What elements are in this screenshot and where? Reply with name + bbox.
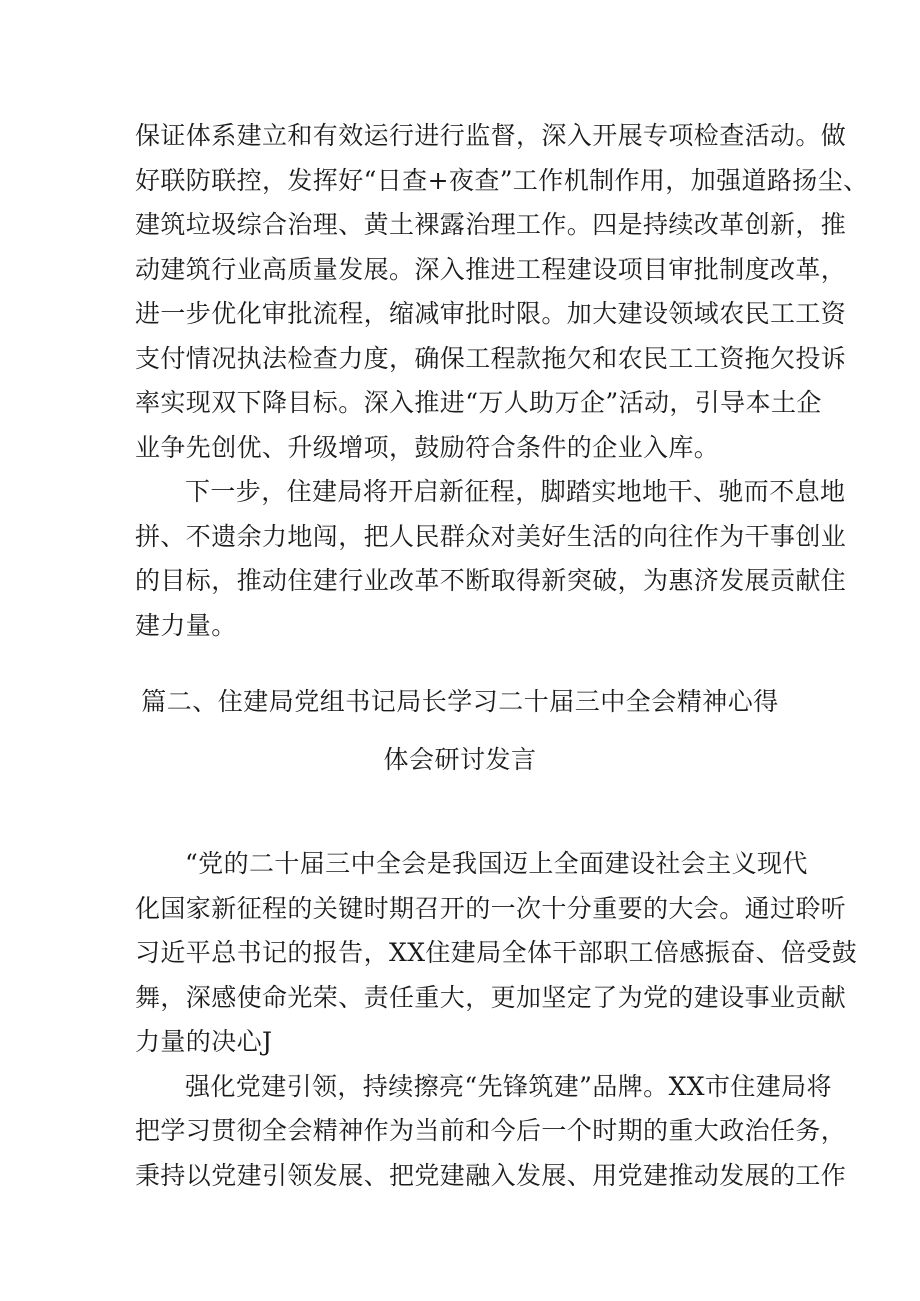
- text-line: 把学习贯彻全会精神作为当前和今后一个时期的重大政治任务，: [135, 1116, 847, 1145]
- text-line: 动建筑行业高质量发展。深入推进工程建设项目审批制度改革，: [135, 254, 847, 284]
- text-line: 业争先创优、升级增项，鼓励符合条件的企业入库。: [135, 432, 720, 462]
- text-line: 进一步优化审批流程，缩减审批时限。加大建设领域农民工工资: [135, 299, 847, 328]
- text-line: 强化党建引领，持续擦亮“先锋筑建”品牌。XX市住建局将: [185, 1071, 832, 1101]
- body-section-top: [135, 114, 869, 648]
- text-line: 习近平总书记的报告，XX住建局全体干部职工倍感振奋、倍受鼓: [135, 938, 858, 967]
- heading-line-2: 体会研讨发言: [383, 745, 537, 774]
- text-line: 建筑垃圾综合治理、黄土裸露治理工作。四是持续改革创新，推: [135, 210, 847, 239]
- text-line: 力量的决心J: [135, 1027, 273, 1056]
- text-line: 支付情况执法检查力度，确保工程款拖欠和农民工工资拖欠投诉: [135, 343, 847, 373]
- text-line: “党的二十届三中全会是我国迈上全面建设社会主义现代: [185, 849, 808, 878]
- text-line: 拼、不遗余力地闯，把人民群众对美好生活的向往作为干事创业: [135, 521, 847, 551]
- text-line: 率实现双下降目标。深入推进“万人助万企”活动，引导本土企: [135, 388, 822, 417]
- text-line: 保证体系建立和有效运行进行监督，深入开展专项检查活动。做: [135, 121, 847, 150]
- text-line: 化国家新征程的关键时期召开的一次十分重要的大会。通过聆听: [135, 893, 847, 923]
- text-line: 的目标，推动住建行业改革不断取得新突破，为惠济发展贡献住: [135, 566, 847, 595]
- paragraph-4: [135, 1065, 847, 1199]
- text-line: 好联防联控，发挥好“日查+夜查”工作机制作用，加强道路扬尘、: [135, 165, 869, 195]
- paragraph-1: [135, 114, 869, 470]
- section-heading: [120, 673, 800, 789]
- text-line: 建力量。: [135, 610, 237, 640]
- text-line: 下一步，住建局将开启新征程，脚踏实地地干、驰而不息地: [185, 477, 846, 506]
- heading-line-1: 篇二、住建局党组书记局长学习二十届三中全会精神心得: [141, 687, 779, 716]
- text-line: 秉持以党建引领发展、把党建融入发展、用党建推动发展的工作: [135, 1160, 847, 1190]
- text-line: 舞，深感使命光荣、责任重大，更加坚定了为党的建设事业贡献: [135, 982, 847, 1012]
- paragraph-2: [135, 470, 847, 648]
- paragraph-3: [135, 842, 858, 1065]
- body-section-bottom: [135, 842, 858, 1198]
